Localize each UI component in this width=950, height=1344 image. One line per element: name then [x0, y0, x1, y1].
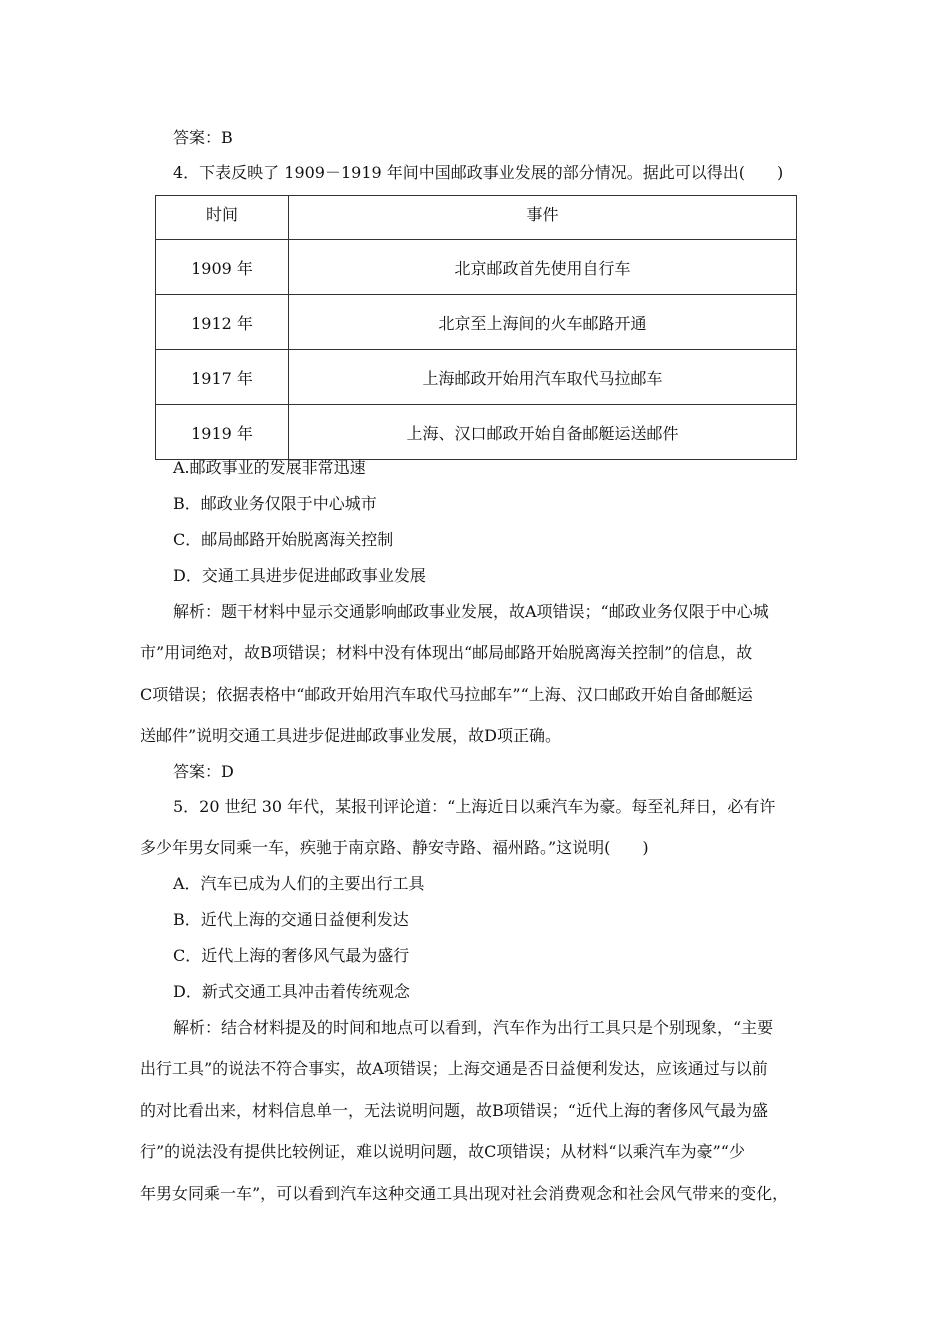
cell-year: 1912 年 — [156, 295, 289, 350]
previous-answer: 答案：B — [173, 128, 233, 147]
cell-event: 北京至上海间的火车邮路开通 — [289, 295, 797, 350]
cell-event: 北京邮政首先使用自行车 — [289, 240, 797, 295]
q5-analysis-line: 年男女同乘一车”，可以看到汽车这种交通工具出现对社会消费观念和社会风气带来的变化， — [140, 1184, 789, 1203]
question-5-stem-line: 5．20 世纪 30 年代，某报刊评论道：“上海近日以乘汽车为豪。每至礼拜日，必有许 — [173, 797, 776, 816]
q5-option-c: C．近代上海的奢侈风气最为盛行 — [173, 946, 410, 965]
header-time: 时间 — [156, 196, 289, 240]
q4-analysis-line: C项错误；依据表格中“邮政开始用汽车取代马拉邮车”“上海、汉口邮政开始自备邮艇运 — [140, 685, 753, 704]
q5-analysis-line: 行”的说法没有提供比较例证，难以说明问题，故C项错误；从材料“以乘汽车为豪”“少 — [140, 1142, 745, 1161]
cell-event: 上海邮政开始用汽车取代马拉邮车 — [289, 350, 797, 405]
q4-answer: 答案：D — [173, 762, 234, 781]
question-5-stem-line: 多少年男女同乘一车，疾驰于南京路、静安寺路、福州路。”这说明( ) — [140, 838, 649, 857]
q5-analysis-line: 解析：结合材料提及的时间和地点可以看到，汽车作为出行工具只是个别现象，“主要 — [173, 1018, 774, 1037]
q4-option-a: A.邮政事业的发展非常迅速 — [173, 458, 366, 477]
cell-event: 上海、汉口邮政开始自备邮艇运送邮件 — [289, 405, 797, 460]
table-row — [156, 240, 797, 295]
q5-analysis-line: 的对比看出来，材料信息单一，无法说明问题，故B项错误；“近代上海的奢侈风气最为盛 — [140, 1101, 768, 1120]
q5-analysis-line: 出行工具”的说法不符合事实，故A项错误；上海交通是否日益便利发达，应该通过与以前 — [140, 1059, 768, 1078]
cell-year: 1919 年 — [156, 405, 289, 460]
q4-option-b: B．邮政业务仅限于中心城市 — [173, 494, 377, 513]
header-event: 事件 — [289, 196, 797, 240]
cell-year: 1909 年 — [156, 240, 289, 295]
q5-option-b: B．近代上海的交通日益便利发达 — [173, 910, 409, 929]
q5-option-a: A．汽车已成为人们的主要出行工具 — [173, 874, 425, 893]
cell-year: 1917 年 — [156, 350, 289, 405]
table-row — [156, 405, 797, 460]
table-row — [156, 295, 797, 350]
question-4-stem: 4．下表反映了 1909－1919 年间中国邮政事业发展的部分情况。据此可以得出( ) — [173, 163, 784, 182]
table-row — [156, 350, 797, 405]
q5-option-d: D．新式交通工具冲击着传统观念 — [173, 982, 410, 1001]
q4-analysis-line: 市”用词绝对，故B项错误；材料中没有体现出“邮局邮路开始脱离海关控制”的信息，故 — [140, 643, 753, 662]
q4-option-d: D．交通工具进步促进邮政事业发展 — [173, 566, 426, 585]
q4-option-c: C．邮局邮路开始脱离海关控制 — [173, 530, 394, 549]
postal-history-table — [155, 195, 797, 460]
q4-analysis-line: 送邮件”说明交通工具进步促进邮政事业发展，故D项正确。 — [140, 726, 562, 745]
table-header-row — [156, 196, 797, 240]
q4-analysis-line: 解析：题干材料中显示交通影响邮政事业发展，故A项错误；“邮政业务仅限于中心城 — [173, 602, 769, 621]
